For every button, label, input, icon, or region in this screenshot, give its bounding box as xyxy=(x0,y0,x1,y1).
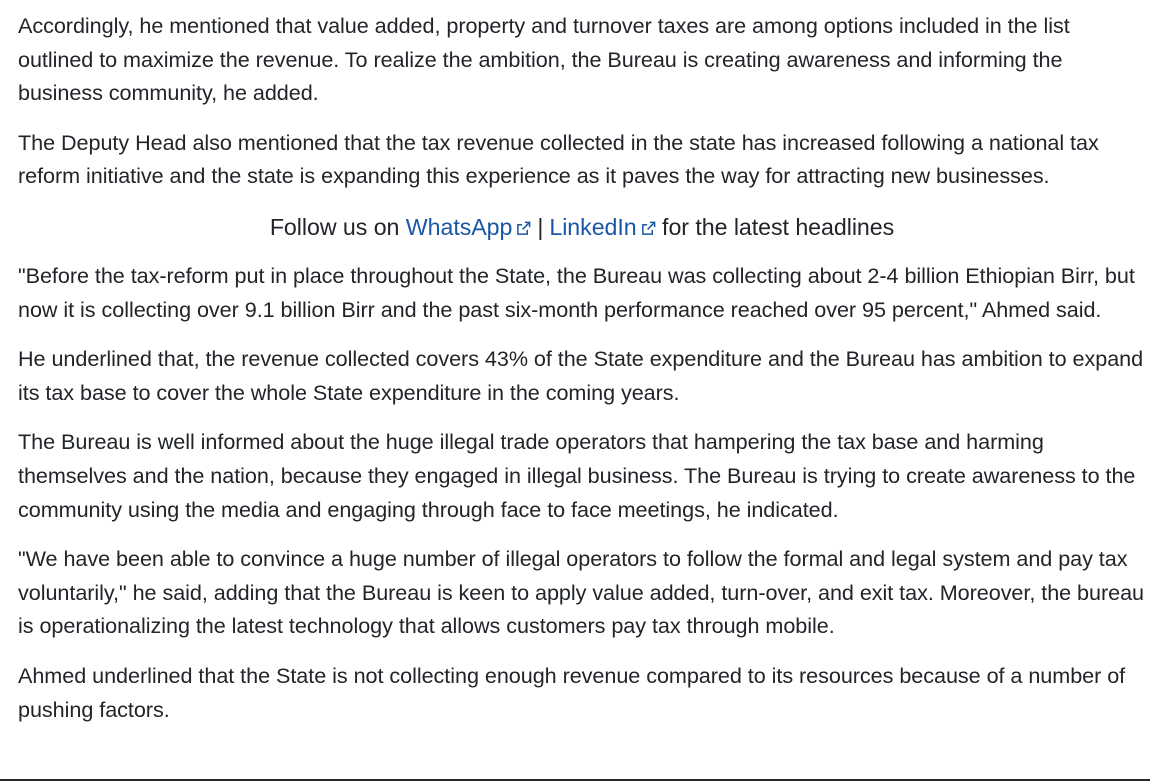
whatsapp-link[interactable] xyxy=(406,214,532,240)
external-link-icon xyxy=(516,221,531,236)
paragraph: Ahmed underlined that the State is not collecting enough revenue compared to its resources because of a number of pushing factors. xyxy=(18,662,1126,722)
external-link-icon xyxy=(641,221,656,236)
paragraph: "Before the tax-reform put in place throughout the State, the Bureau was collecting about 2-4 billion Ethiopian Birr, but now it is collecting over 9.1 billion Birr and the past six-month performance reached over 95 percent," Ahmed said. xyxy=(18,262,1135,322)
whatsapp-link-label: WhatsApp xyxy=(405,213,513,240)
paragraph: "We have been able to convince a huge number of illegal operators to follow the formal and legal system and pay tax voluntarily," he said, adding that the Bureau is keen to apply value added, turn-over, and exit tax. Moreover, the bureau is operationalizing the latest technology that allows customers pay tax through mobile. xyxy=(18,546,1144,639)
linkedin-link-label: LinkedIn xyxy=(549,213,637,240)
article-body xyxy=(18,9,1144,742)
paragraph: Accordingly, he mentioned that value added, property and turnover taxes are among options included in the list outlined to maximize the revenue. To realize the ambition, the Bureau is creating awareness and informing the business community, he added. xyxy=(18,13,1070,106)
follow-separator: | xyxy=(537,213,544,240)
paragraph: He underlined that, the revenue collected covers 43% of the State expenditure and the Bureau has ambition to expand its tax base to cover the whole State expenditure in the coming years. xyxy=(18,346,1144,405)
follow-suffix: for the latest headlines xyxy=(662,213,895,240)
paragraph: The Deputy Head also mentioned that the tax revenue collected in the state has increased following a national tax reform initiative and the state is expanding this experience as it paves the way for attracting new businesses. xyxy=(18,129,1099,189)
linkedin-link[interactable] xyxy=(549,214,655,240)
paragraph: The Bureau is well informed about the huge illegal trade operators that hampering the tax base and harming themselves and the nation, because they engaged in illegal business. The Bureau is trying to create awareness to the community using the media and engaging through face to face meetings, he indicated. xyxy=(18,429,1136,522)
follow-us-line xyxy=(18,209,1144,245)
follow-prefix: Follow us on xyxy=(269,213,400,240)
